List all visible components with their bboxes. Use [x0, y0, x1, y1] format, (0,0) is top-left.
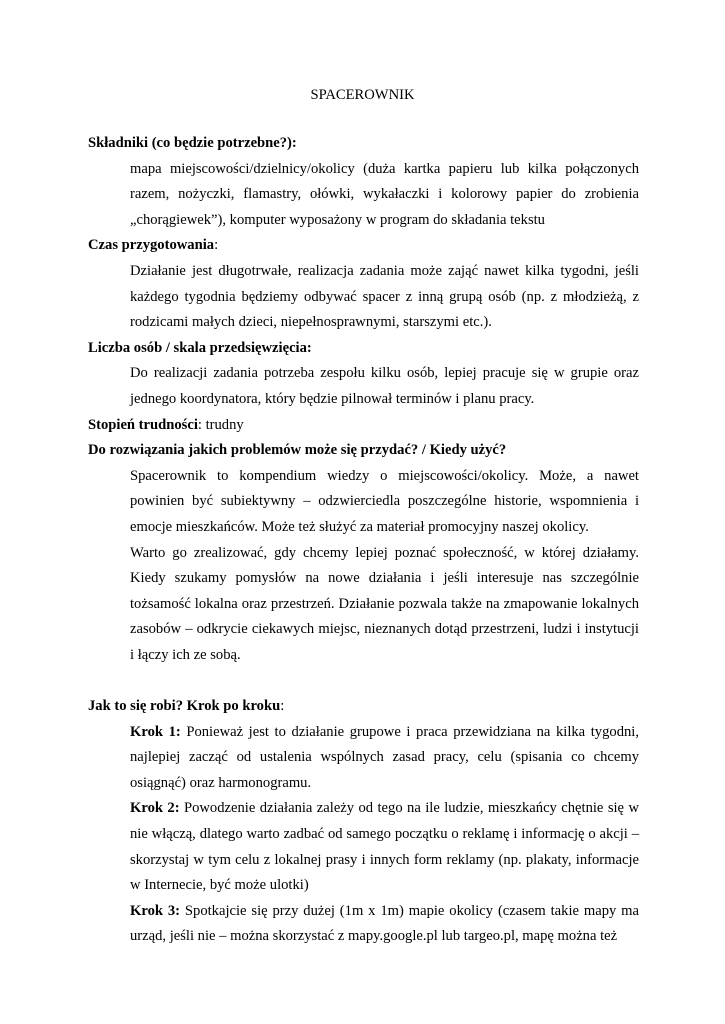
section-heading-difficulty	[88, 413, 639, 439]
difficulty-value: : trudny	[197, 416, 244, 433]
step-label: Krok 2:	[130, 800, 180, 817]
step-label: Krok 1:	[130, 723, 181, 740]
difficulty-label: Stopień trudności	[88, 416, 198, 433]
ingredients-text: mapa miejscowości/dzielnicy/okolicy (duża kartka papieru lub kilka połączonych razem, nożyczki, flamastry, ołówki, wykałaczki i kolorowy papier do zrobienia „chorągiewek”), komputer wyposażony w program do składania tekstu	[130, 160, 639, 228]
document-body	[88, 131, 639, 950]
section-heading-steps	[88, 694, 639, 720]
problems-text-2: Warto go zrealizować, gdy chcemy lepiej poznać społeczność, w której działamy. Kiedy szukamy pomysłów na nowe działania i jeśli interesuje nas szczególnie tożsamość lokalna oraz przestrzeń. Działanie pozwala także na zmapowanie lokalnych zasobów – odkrycie ciekawych miejsc, nieznanych dotąd przestrzeni, ludzi i instytucji i łączy ich ze sobą.	[130, 544, 639, 663]
step-text: Ponieważ jest to działanie grupowe i praca przewidziana na kilka tygodni, najlepiej zacząć od ustalenia wspólnych zasad pracy, celu (spisania co chcemy osiągnąć) oraz harmonogramu.	[130, 723, 639, 791]
section-heading-prep-time	[88, 233, 639, 259]
section-heading-people: Liczba osób / skala przedsięwzięcia:	[88, 339, 312, 356]
step-label: Krok 3:	[130, 902, 181, 919]
step-text: Spotkajcie się przy dużej (1m x 1m) mapie okolicy (czasem takie mapy ma urząd, jeśli nie – można skorzystać z mapy.google.pl lub targeo.pl, mapę można też	[130, 902, 639, 945]
step-item	[130, 899, 639, 950]
step-text: Powodzenie działania zależy od tego na ile ludzie, mieszkańcy chętnie się w nie włączą, dlatego warto zadbać od samego początku o reklamę i informację o akcji – skorzystaj w tym celu z lokalnej prasy i innych form reklamy (np. plakaty, informacje w Internecie, być może ulotki)	[130, 800, 639, 894]
prep-time-text: Działanie jest długotrwałe, realizacja zadania może zająć nawet kilka tygodni, jeśli każdego tygodnia będziemy odbywać spacer z inną grupą osób (np. z młodzieżą, z rodzicami małych dzieci, niepełnosprawnymi, starszymi etc.).	[130, 262, 639, 331]
section-heading-problems: Do rozwiązania jakich problemów może się przydać? / Kiedy użyć?	[88, 442, 507, 459]
steps-label: Jak to się robi? Krok po kroku	[88, 698, 281, 715]
prep-time-suffix: :	[214, 237, 219, 254]
people-text: Do realizacji zadania potrzeba zespołu kilku osób, lepiej pracuje się w grupie oraz jednego koordynatora, który będzie pilnował terminów i planu pracy.	[130, 365, 639, 407]
step-item	[130, 796, 639, 898]
step-item	[130, 720, 639, 797]
section-heading-ingredients: Składniki (co będzie potrzebne?):	[88, 135, 297, 151]
paragraph-gap	[88, 668, 639, 694]
prep-time-label: Czas przygotowania	[88, 237, 215, 254]
problems-text-1: Spacerownik to kompendium wiedzy o miejscowości/okolicy. Może, a nawet powinien być subiektywny – odzwierciedla poszczególne historie, wspomnienia i emocje mieszkańców. Może też służyć za materiał promocyjny naszej okolicy.	[130, 467, 639, 535]
steps-suffix: :	[280, 698, 285, 715]
document-title: SPACEROWNIK	[310, 87, 415, 103]
